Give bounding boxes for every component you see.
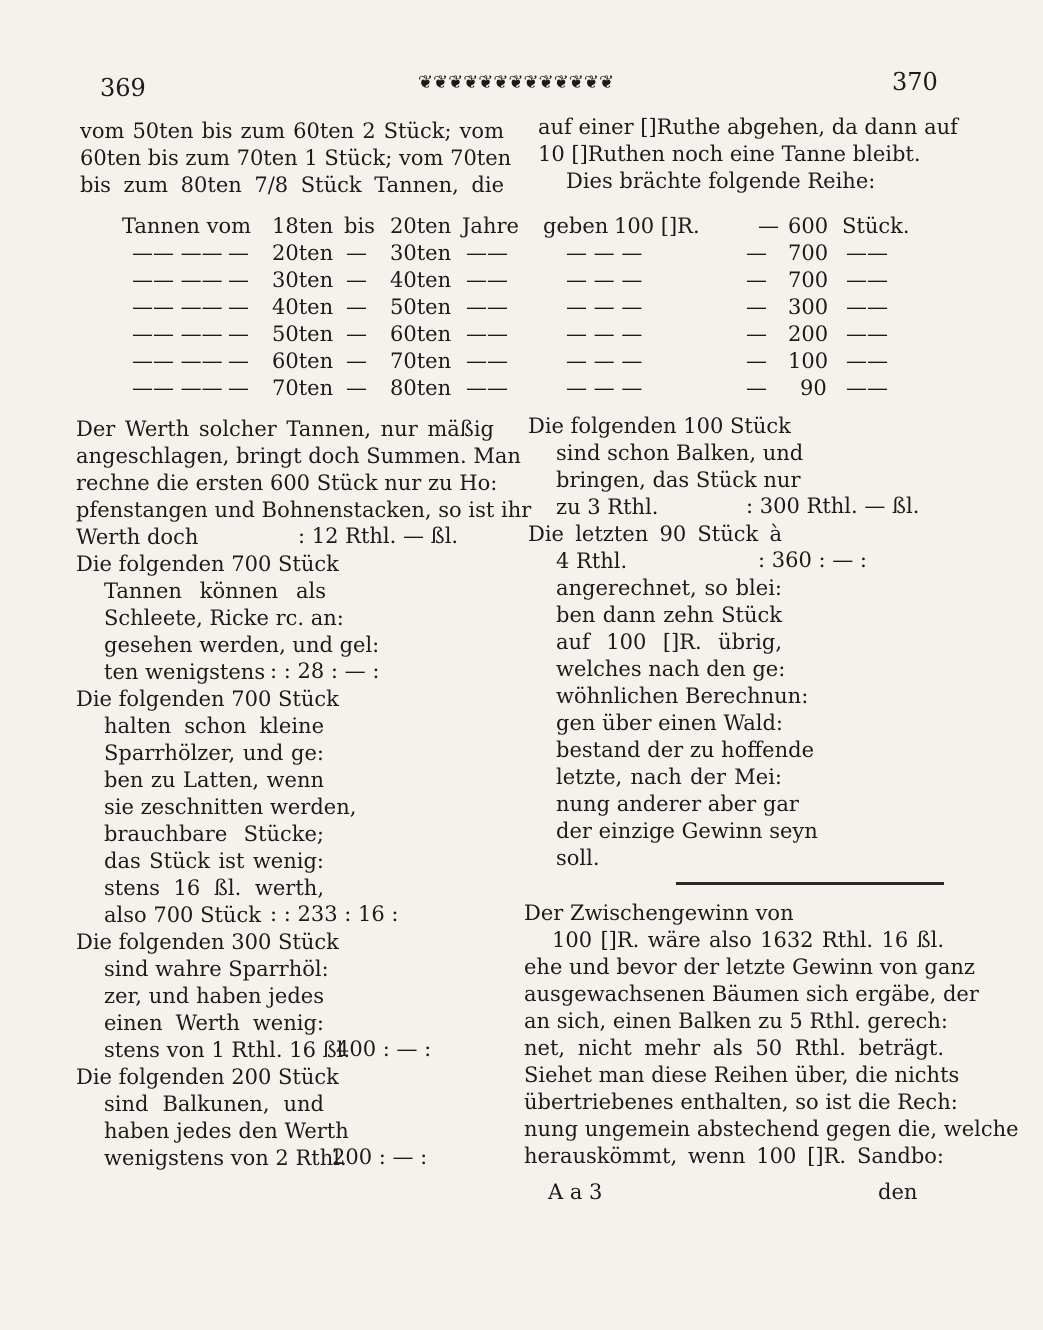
table-to: 30ten bbox=[390, 241, 452, 265]
text-line: vom 50ten bis zum 60ten 2 Stück; vom bbox=[80, 119, 504, 143]
item-90-letzten: Die letzten 90 Stück à 4 Rthl. angerechnet, so blei: ben dann zehn Stück auf 100 []R. übrig, welches nach den ge: wöhnlichen Berechnun: gen über einen Wald: bestand der zu hoffende letzte, nach der Mei: nung anderer aber gar der einzige Gewinn seyn soll. bbox=[528, 522, 818, 870]
table-from: 18ten bbox=[272, 214, 334, 238]
page-number-left: 369 bbox=[100, 74, 146, 102]
table-from: 30ten bbox=[272, 268, 334, 292]
table-geben: geben bbox=[543, 214, 609, 238]
table-count: 700 bbox=[788, 241, 829, 265]
table-to: 80ten bbox=[390, 376, 452, 400]
signature-mark: A a 3 bbox=[548, 1180, 603, 1204]
text-line: bis zum 80ten 7/8 Stück Tannen, die bbox=[80, 173, 504, 197]
book-page-spread: 369 ❦❦❦❦❦❦❦❦❦❦❦❦❦ 370 vom 50ten bis zum 60ten 2 Stück; vom 60ten bis zum 70ten 1 Stück; vom 70ten bis zum 80ten 7/8 Stück Tannen, die auf einer []Ruthe abgehen, da dann auf 10 []Ruthen noch eine Tanne bleibt. Dies brächte folgende Reihe: Tannen vom 18ten bis 20ten Jahre geben 100 []R. — 600 Stück. —— —— — 20ten — 30ten —— — — — — 700 —— —— —— — 30ten — 40ten —— — — — — 700 —— —— —— — 40ten — 50ten —— — — — — 300 —— —— —— — 50ten — 60ten —— — — — — 200 —— —— —— — 60ten — 70ten —— — — — — 100 —— —— —— — 70ten — 80ten —— — — — — 90 —— Der Werth solcher Tannen, nur mäßig angeschlagen, bringt doch Summen. Man rechne die ersten 600 Stück nur zu Ho: pfenstangen und Bohnenstacken, so ist ihr Werth doch : 12 Rthl. — ßl. Die folgenden 700 Stück Tannen können als Schleete, Ricke rc. an: gesehen werden, und gel: ten wenigstens : : 28 : — : Die folgenden 700 Stück halten schon kleine Sparrhölzer, und ge: ben zu Latten, wenn sie zeschnitten werden, brauchbare Stücke; das Stück ist wenig: stens 16 ßl. werth, also 700 Stück : : 233 : 16 : Die folgenden 300 Stück sind wahre Sparrhöl: zer, und haben jedes einen Werth wenig: stens von 1 Rthl. 16 ßl. 400 : — : Die folgenden 200 Stück sind Balkunen, und haben jedes den Werth wenigstens von 2 Rthl. 200 : — : Die folgenden 100 Stück sind schon Balken, und bringen, das Stück nur zu 3 Rthl. : 300 Rthl. — ßl. Die letzten 90 Stück à 4 Rthl. angerechnet, so blei: ben dann zehn Stück auf 100 []R. übrig, welches nach den ge: wöhnlichen Berechnun: gen über einen Wald: bestand der zu hoffende letzte, nach der Mei: nung anderer aber gar der einzige Gewinn seyn soll. : 360 : — : Der Zwischengewinn von 100 []R. wäre also 1632 Rthl. 16 ßl. ehe und bevor der letzte Gewinn von ganz ausgewachsenen Bäumen sich ergäbe, der an sich, einen Balken zu 5 Rthl. gerech: net, nicht mehr als 50 Rthl. beträgt. Siehet man diese Reihen über, die nichts übertriebenes enthalten, so ist die Rech: nung ungemein abstechend gegen die, welche herauskömmt, wenn 100 []R. Sandbo: A a 3 den bbox=[76, 68, 1019, 1204]
paragraph-conclusion: Der Zwischengewinn von 100 []R. wäre also 1632 Rthl. 16 ßl. ehe und bevor der letzte Gewinn von ganz ausgewachsenen Bäumen sich ergäbe, der an sich, einen Balken zu 5 Rthl. gerech: net, nicht mehr als 50 Rthl. beträgt. Siehet man diese Reihen über, die nichts übertriebenes enthalten, so ist die Rech: nung ungemein abstechend gegen die, welche herauskömmt, wenn 100 []R. Sandbo: bbox=[524, 901, 1019, 1168]
table-from: 40ten bbox=[272, 295, 334, 319]
catchword: den bbox=[878, 1180, 918, 1204]
text-line: 10 []Ruthen noch eine Tanne bleibt. bbox=[538, 142, 921, 166]
intro-left bbox=[80, 118, 512, 199]
page-number-right: 370 bbox=[892, 68, 938, 96]
text-line: 60ten bis zum 70ten 1 Stück; vom 70ten bbox=[80, 146, 512, 170]
amount-item7: : 360 : — : bbox=[758, 548, 868, 572]
table-to: 20ten bbox=[390, 214, 452, 238]
table-count: 600 bbox=[788, 214, 829, 238]
table-from: 70ten bbox=[272, 376, 334, 400]
table-count: 200 bbox=[788, 322, 829, 346]
table-to: 70ten bbox=[390, 349, 452, 373]
table-count: 90 bbox=[800, 376, 827, 400]
intro-right bbox=[538, 114, 958, 195]
table-unit: Stück. bbox=[842, 214, 910, 238]
table-bis: bis bbox=[344, 214, 375, 238]
table-count: 300 bbox=[788, 295, 829, 319]
table-dash: — bbox=[758, 214, 779, 238]
amount-item6: : 300 Rthl. — ßl. bbox=[746, 494, 920, 518]
item-200-balkunen: Die folgenden 200 Stück sind Balkunen, und haben jedes den Werth wenigstens von 2 Rthl. bbox=[76, 1065, 349, 1170]
table-count: 100 bbox=[788, 349, 829, 373]
amount-item1: : 12 Rthl. — ßl. bbox=[298, 524, 459, 548]
text-line: Dies brächte folgende Reihe: bbox=[566, 169, 876, 193]
item-700-schleete: Die folgenden 700 Stück Tannen können als Schleete, Ricke rc. an: gesehen werden, und gel: ten wenigstens bbox=[76, 552, 380, 684]
table-count: 700 bbox=[788, 268, 829, 292]
table-to: 50ten bbox=[390, 295, 452, 319]
table-to: 60ten bbox=[390, 322, 452, 346]
text-line: auf einer []Ruthe abgehen, da dann auf bbox=[538, 115, 958, 139]
table-label: Tannen vom bbox=[122, 214, 251, 238]
amount-item4: 400 : — : bbox=[336, 1037, 432, 1061]
table-jahre: Jahre bbox=[462, 214, 519, 238]
header-ornament: ❦❦❦❦❦❦❦❦❦❦❦❦❦ bbox=[417, 72, 615, 93]
paragraph-value-intro: Der Werth solcher Tannen, nur mäßig angeschlagen, bringt doch Summen. Man rechne die ersten 600 Stück nur zu Ho: pfenstangen und Bohnenstacken, so ist ihr Werth doch bbox=[76, 417, 532, 549]
item-100-balken: Die folgenden 100 Stück sind schon Balken, und bringen, das Stück nur zu 3 Rthl. bbox=[528, 414, 804, 519]
table-from: 20ten bbox=[272, 241, 334, 265]
table-to: 40ten bbox=[390, 268, 452, 292]
table-area: 100 []R. bbox=[614, 214, 700, 238]
amount-item5: 200 : — : bbox=[332, 1145, 428, 1169]
amount-item3: : : 233 : 16 : bbox=[270, 902, 399, 926]
table-from: 60ten bbox=[272, 349, 334, 373]
amount-item2: : : 28 : — : bbox=[270, 659, 380, 683]
table-from: 50ten bbox=[272, 322, 334, 346]
item-300-sparrholzer: Die folgenden 300 Stück sind wahre Sparrhöl: zer, und haben jedes einen Werth wenig: stens von 1 Rthl. 16 ßl. bbox=[76, 930, 351, 1062]
item-700-sparrholzer: Die folgenden 700 Stück halten schon kleine Sparrhölzer, und ge: ben zu Latten, wenn sie zeschnitten werden, brauchbare Stücke; das Stück ist wenig: stens 16 ßl. werth, also 700 Stück bbox=[76, 687, 357, 927]
divider-rule bbox=[676, 882, 944, 885]
